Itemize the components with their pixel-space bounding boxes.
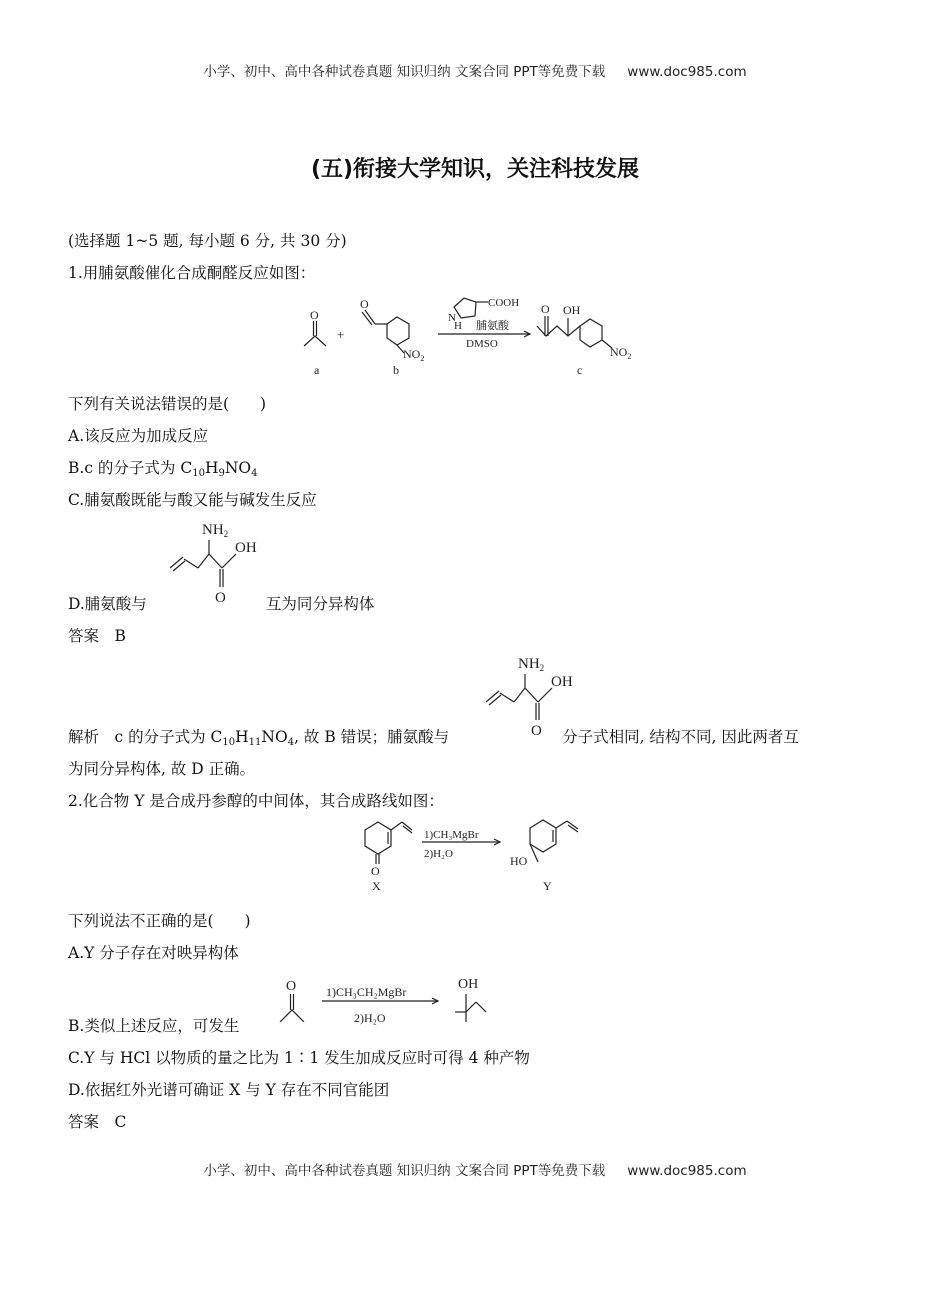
q1-solvent: DMSO [466,338,498,350]
q1-a-oxygen: O [310,308,319,322]
q1-label-a: a [314,363,320,377]
page-header [0,60,950,80]
q1-c-no2: $NO_2$ [610,345,632,361]
q1-d-o: O [215,590,226,606]
q2-label-y: Y [543,879,552,893]
q2-label-x: X [372,879,381,893]
q2-x-oxygen: O [371,864,380,878]
instructions: (选择题 1~5 题, 每小题 6 分, 共 30 分) [68,232,347,250]
q2-step1: 1)CH₃MgBr [424,829,479,841]
q2-stem: 2.化合物 Y 是合成丹参醇的中间体，其合成路线如图： [68,792,444,810]
q1-prompt: 下列有关说法错误的是( ) [68,395,267,413]
q1-analysis-line2: 为同分异构体, 故 D 正确。 [68,760,256,778]
header-text: 小学、初中、高中各种试卷真题 知识归纳 文案合同 PPT等免费下载 [203,64,606,80]
q2-answer: 答案 C [68,1113,127,1131]
q1-b-no2: $NO_2$ [403,347,425,363]
q1-analysis: 解析 c 的分子式为 $C_{10}H_{11}NO_4$, 故 B 错误；脯氨酸与 分子式相同, 结构不同, 因此两者互 [68,728,799,748]
q2-option-d: D.依据红外光谱可确证 X 与 Y 存在不同官能团 [68,1081,390,1099]
q1-answer: 答案 B [68,627,126,645]
q2-b-oxygen: O [286,979,297,994]
q2-option-b: B.类似上述反应，可发生 [68,1017,240,1035]
q1-option-c: C.脯氨酸既能与酸又能与碱发生反应 [68,491,317,509]
q1-label-b: b [393,363,399,377]
q1-stem: 1.用脯氨酸催化合成酮醛反应如图： [68,264,316,282]
q1-analysis-nh2: $NH_2$ [518,656,545,673]
q2-b-oh: OH [458,977,479,992]
q1-d-oh: OH [235,540,257,556]
q1-d-nh2: $NH_2$ [202,522,229,539]
footer-url[interactable]: www.doc985.com [627,1163,747,1179]
q2-option-b-scheme [270,970,510,1032]
q2-step2: 2)H₂O [424,848,453,860]
q1-option-d: D.脯氨酸与 互为同分异构体 [68,595,375,613]
q1-analysis-o: O [531,723,542,739]
page-title: (五)衔接大学知识，关注科技发展 [310,157,640,182]
q2-option-a: A.Y 分子存在对映异构体 [68,944,239,962]
q1-proline-n: N [448,312,456,324]
q2-prompt: 下列说法不正确的是( ) [68,912,251,930]
q2-b-step2: 2)H₂O [354,1011,386,1025]
q1-b-oxygen: O [360,297,369,311]
q1-cooh: COOH [488,297,520,309]
q1-catalyst: 脯氨酸 [476,320,509,332]
q2-y-ho: HO [510,854,528,868]
q1-label-c: c [577,363,583,377]
q1-option-a: A.该反应为加成反应 [68,427,209,445]
q1-reaction-scheme [290,290,660,382]
q1-proline-h: H [454,320,462,332]
q2-b-step1: 1)CH₃CH₂MgBr [326,985,407,999]
q2-option-c: C.Y 与 HCl 以物质的量之比为 1∶1 发生加成反应时可得 4 种产物 [68,1049,530,1067]
q1-c-oxygen: O [541,302,550,316]
q1-analysis-oh: OH [551,674,573,690]
q2-reaction-scheme [350,812,610,896]
q1-plus: + [337,327,345,342]
q1-option-b: B.c 的分子式为 $C_{10}H_9NO_4$ [68,459,258,479]
q1-c-oh: OH [563,303,581,317]
footer-text: 小学、初中、高中各种试卷真题 知识归纳 文案合同 PPT等免费下载 [203,1163,606,1179]
page-footer [0,1159,950,1179]
header-url[interactable]: www.doc985.com [627,64,747,80]
